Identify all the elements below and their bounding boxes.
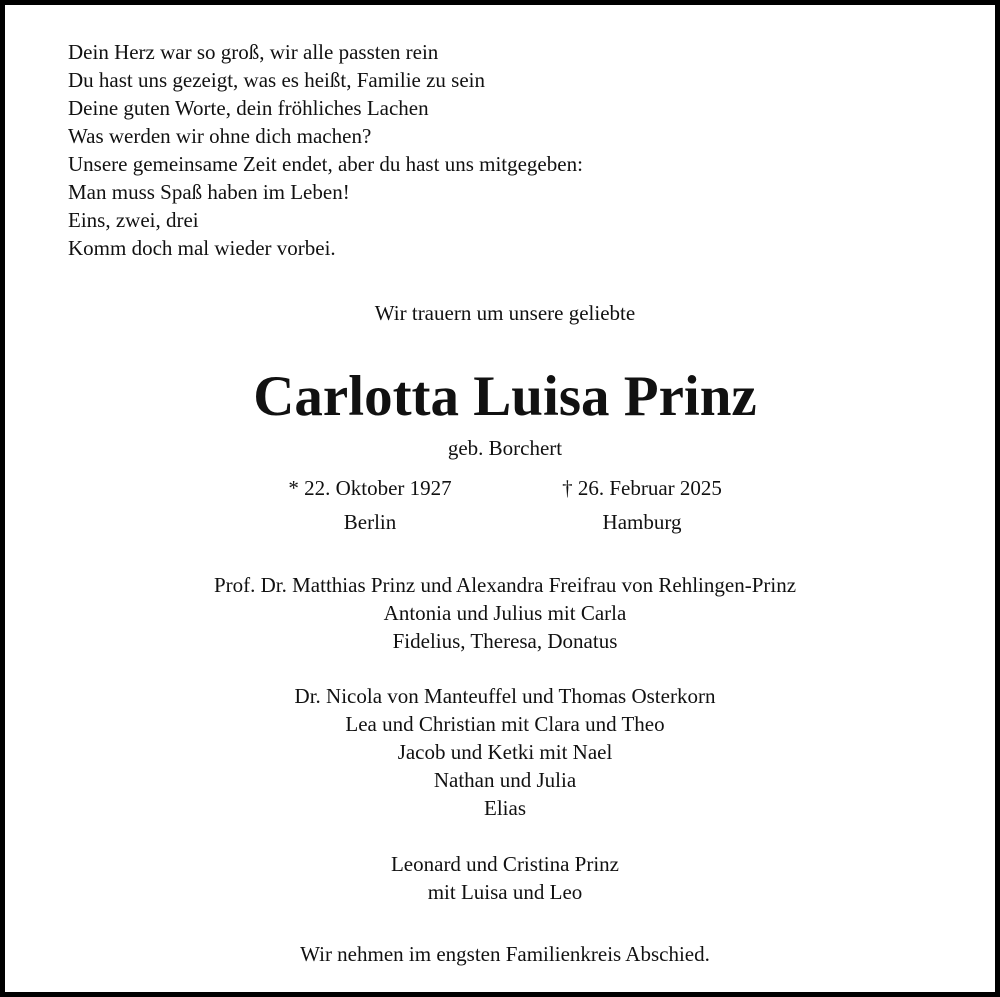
death-date: † 26. Februar 2025: [562, 476, 722, 500]
family-group-1: [5, 571, 1000, 655]
birth-info: [240, 471, 500, 539]
family-line: Prof. Dr. Matthias Prinz und Alexandra Freifrau von Rehlingen-Prinz: [213, 573, 797, 597]
poem-line: Du hast uns gezeigt, was es heißt, Familie zu sein: [68, 68, 485, 92]
family-line: Lea und Christian mit Clara und Theo: [345, 712, 665, 736]
family-line: Elias: [484, 796, 526, 820]
deceased-name: Carlotta Luisa Prinz: [253, 365, 757, 428]
maiden-name: geb. Borchert: [447, 436, 563, 460]
family-group-3: [5, 850, 1000, 906]
family-group-2: [5, 682, 1000, 822]
family-line: Antonia und Julius mit Carla: [383, 601, 627, 625]
poem-line: Man muss Spaß haben im Leben!: [68, 180, 350, 204]
poem-line: Eins, zwei, drei: [68, 208, 199, 232]
death-place: Hamburg: [602, 510, 682, 534]
poem-line: Deine guten Worte, dein fröhliches Lachen: [68, 96, 429, 120]
family-line: Leonard und Cristina Prinz: [390, 852, 620, 876]
family-line: Nathan und Julia: [433, 768, 577, 792]
poem-line: Was werden wir ohne dich machen?: [68, 124, 372, 148]
family-line: Jacob und Ketki mit Nael: [397, 740, 613, 764]
poem-line: Dein Herz war so groß, wir alle passten rein: [68, 40, 439, 64]
family-line: mit Luisa und Leo: [427, 880, 583, 904]
birth-date: * 22. Oktober 1927: [288, 476, 452, 500]
birth-place: Berlin: [343, 510, 397, 534]
poem-line: Komm doch mal wieder vorbei.: [68, 236, 336, 260]
poem-line: Unsere gemeinsame Zeit endet, aber du hast uns mitgegeben:: [68, 152, 583, 176]
death-info: [512, 471, 772, 539]
family-line: Dr. Nicola von Manteuffel und Thomas Osterkorn: [294, 684, 716, 708]
mourning-intro: Wir trauern um unsere geliebte: [374, 301, 636, 325]
family-line: Fidelius, Theresa, Donatus: [392, 629, 618, 653]
closing-note: Wir nehmen im engsten Familienkreis Abschied.: [300, 942, 710, 966]
memorial-poem: [68, 38, 583, 262]
